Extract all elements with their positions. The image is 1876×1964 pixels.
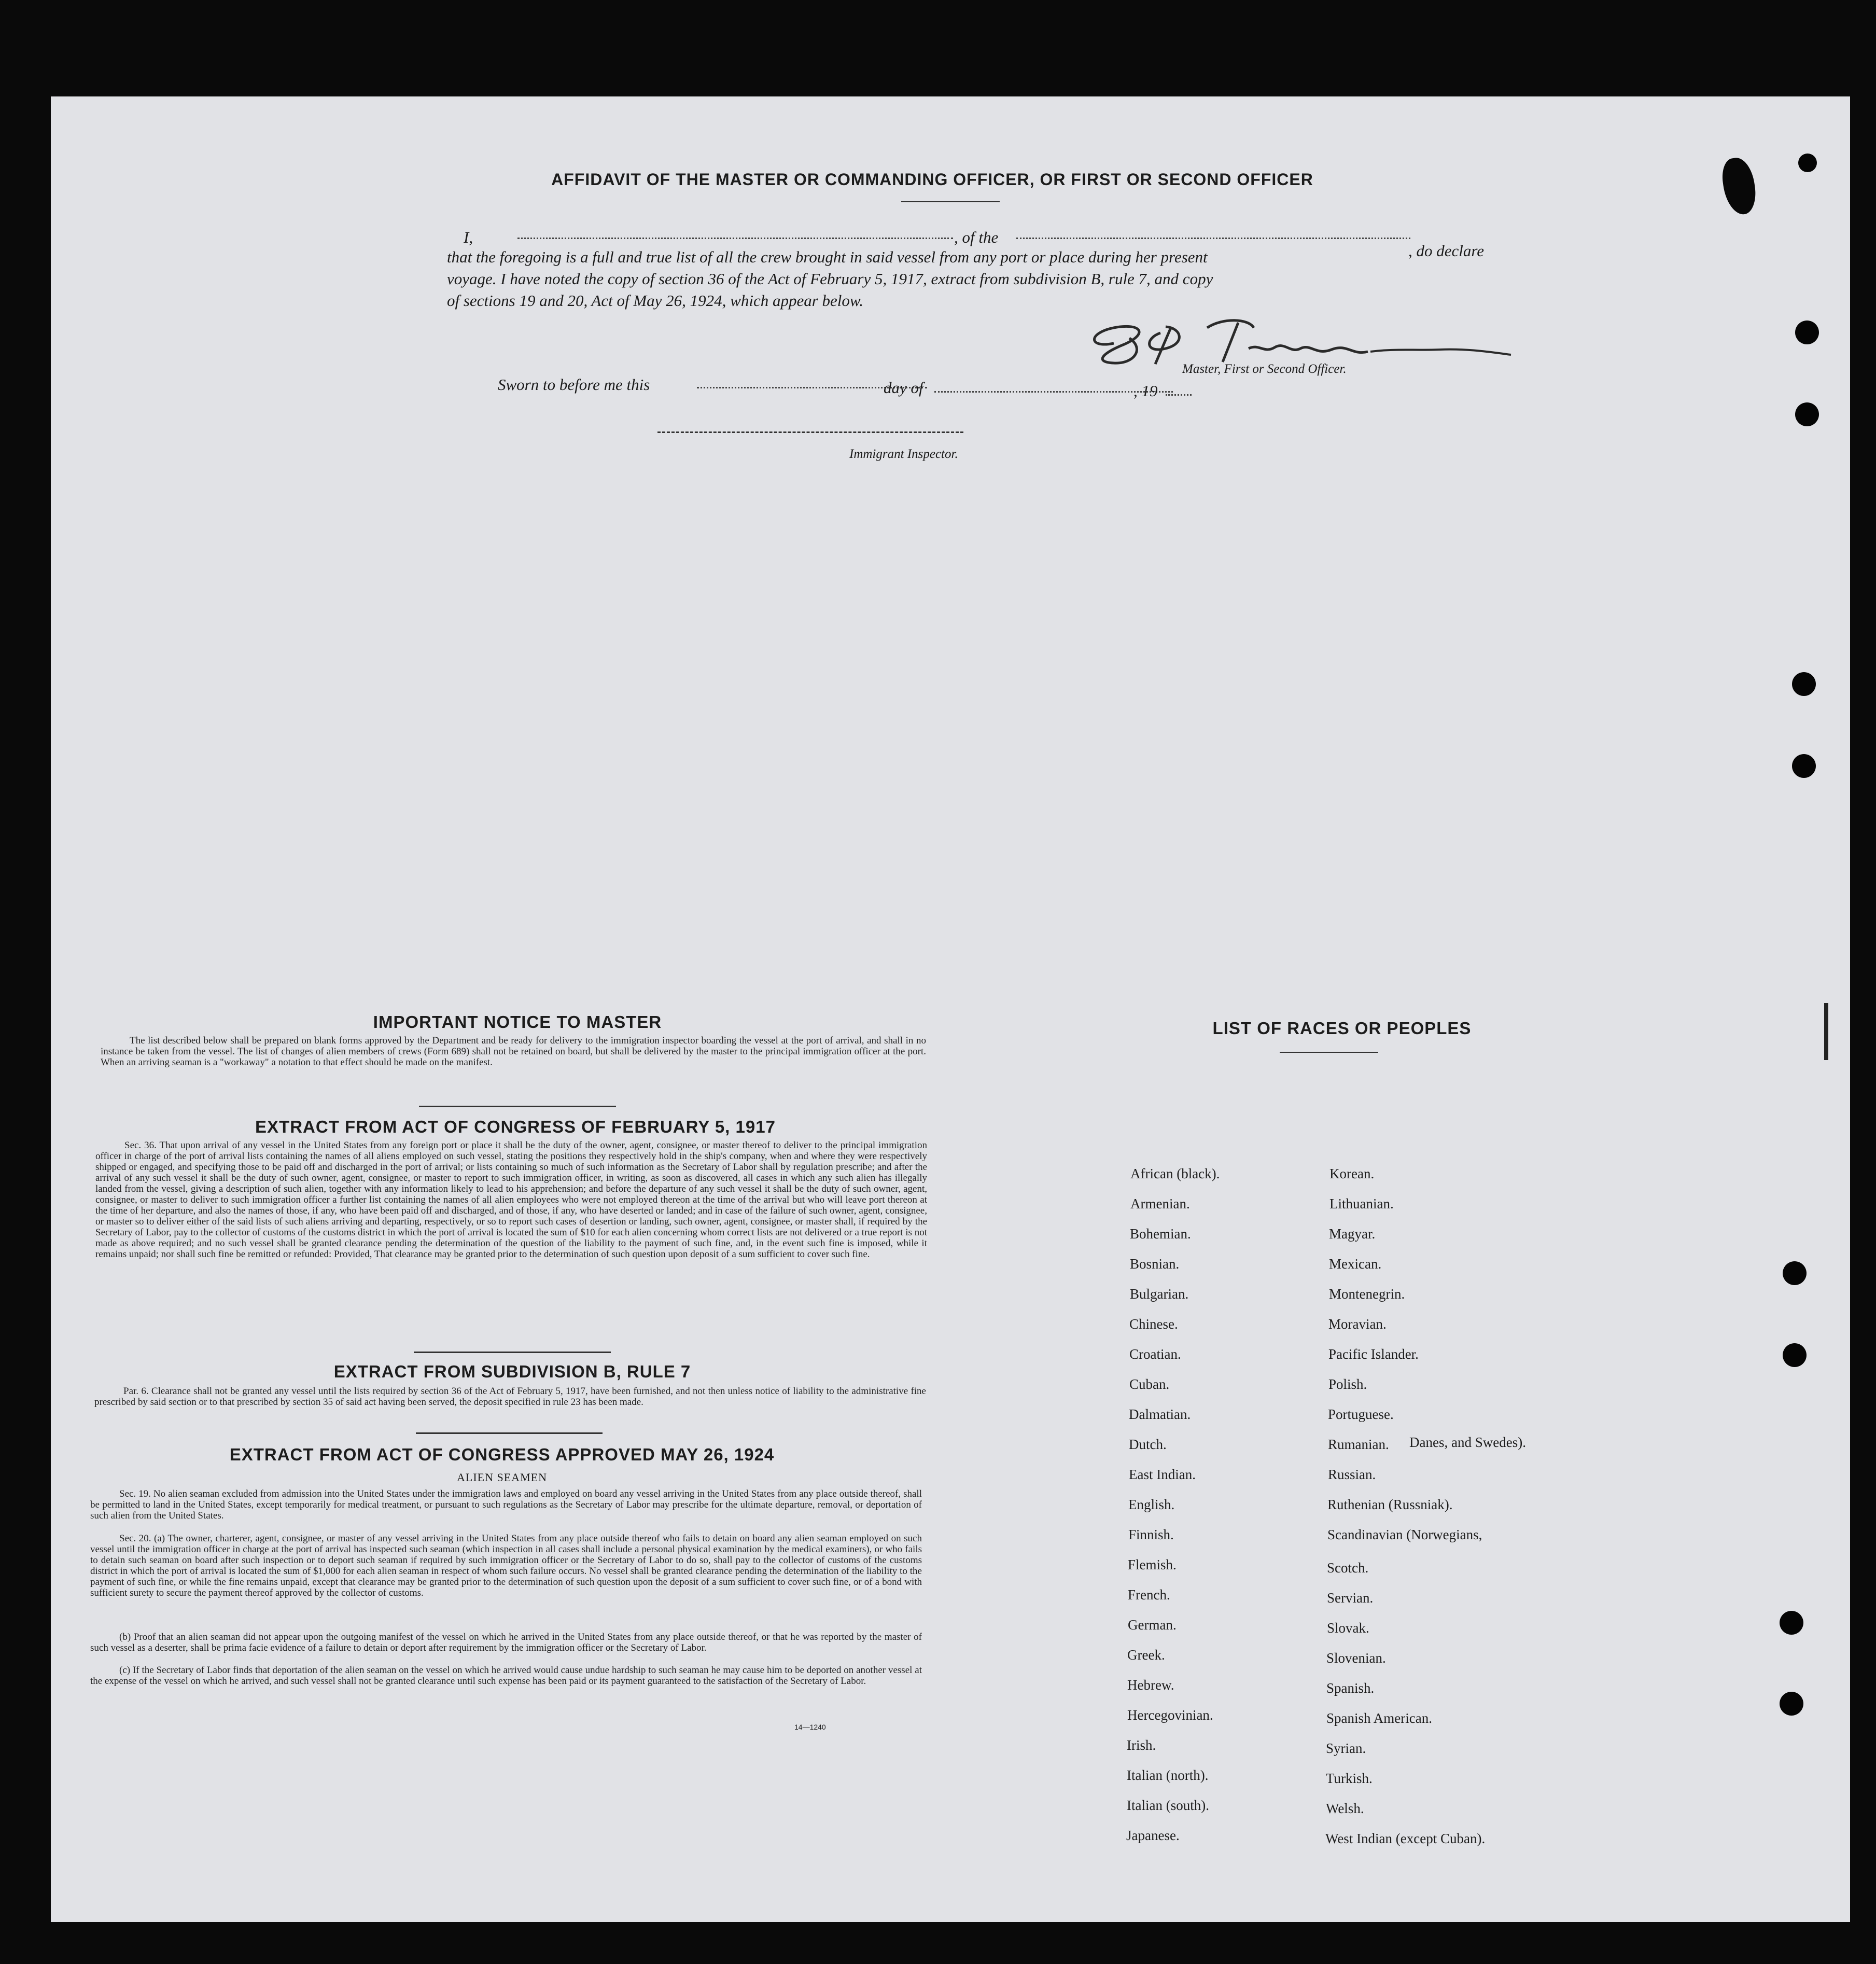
race-right-21: Welsh. xyxy=(1326,1801,1364,1816)
race-right-14: Servian. xyxy=(1327,1590,1374,1606)
race-right-22: West Indian (except Cuban). xyxy=(1325,1831,1486,1846)
form-sheet xyxy=(51,96,1850,1922)
race-left-12: Finnish. xyxy=(1128,1527,1174,1542)
affidavit-line-3: voyage. I have noted the copy of section 36 of the Act of February 5, 1917, extract from subdivision B, rule 7, and copy xyxy=(447,270,1213,288)
race-right-20: Turkish. xyxy=(1326,1771,1373,1786)
binder-hole xyxy=(1783,1343,1807,1367)
race-left-20: Italian (north). xyxy=(1127,1767,1209,1783)
race-left-16: Greek. xyxy=(1127,1647,1165,1663)
race-right-6: Pacific Islander. xyxy=(1328,1346,1419,1362)
affidavit-line-4: of sections 19 and 20, Act of May 26, 1924, which appear below. xyxy=(447,291,864,310)
race-left-17: Hebrew. xyxy=(1127,1677,1174,1693)
race-right-16: Slovenian. xyxy=(1326,1650,1386,1666)
race-right-7: Polish. xyxy=(1328,1376,1367,1392)
race-left-7: Cuban. xyxy=(1129,1376,1170,1392)
race-scandinavian-continued: Danes, and Swedes). xyxy=(1409,1434,1526,1450)
races-title: LIST OF RACES OR PEOPLES xyxy=(1212,1019,1472,1038)
inspector-caption: Immigrant Inspector. xyxy=(849,447,958,461)
race-left-9: Dutch. xyxy=(1129,1437,1167,1452)
race-right-5: Moravian. xyxy=(1328,1316,1387,1332)
binder-hole xyxy=(1798,154,1817,172)
race-right-15: Slovak. xyxy=(1327,1620,1369,1636)
extract-1924-subtitle: ALIEN SEAMEN xyxy=(457,1471,547,1484)
extract-1917-body: Sec. 36. That upon arrival of any vessel in the United States from any foreign port or place it shall be the duty of the owner, agent, consignee, or master thereof to deliver to the principal immigration officer in charge of the port of arrival lists containing the names of all aliens employed on such vessel, stating the positions they respectively hold in the ship's company, when and where they were respectively shipped or engaged, and specifying those to be paid off and discharged in the port of arrival; or lists containing so much of such information as the Secretary of Labor shall by regulation prescribe; and after the arrival of any such vessel it shall be the duty of such owner, agent, consignee, or master to report to such immigration officer, in writing, as soon as discovered, all cases in which any such alien has illegally landed from the vessel, giving a description of such alien, together with any information likely to lead to his apprehension; and before the departure of any such vessel it shall be the duty of such owner, agent, consignee, or master to deliver to such immigration officer a further list containing the names of all alien employees who were not employed thereon at the time of the arrival but who will leave port thereon at the time of her departure, and also the names of those, if any, who have been paid off and discharged, and of those, if any, who have deserted or landed; and in case of the failure of such owner, agent, consignee, or master so to deliver either of the said lists of such aliens arriving and departing, respectively, or so to report such cases of desertion or landing, such owner, agent, consignee, or master shall, if required by the Secretary of Labor, pay to the collector of customs of the customs district in which the port of arrival is located the sum of $10 for each alien concerning whom correct lists are not delivered or a true report is not made as above required; and no such vessel shall be granted clearance pending the determination of the question of the liability to the payment of such fine, and, in the event such fine is imposed, while it remains unpaid; nor shall such fine be remitted or refunded: Provided, That clearance may be granted prior to the determination of such question upon deposit of a sum sufficient to cover such fine. xyxy=(95,1140,927,1260)
race-left-22: Japanese. xyxy=(1126,1828,1180,1843)
race-right-10: Russian. xyxy=(1328,1467,1376,1482)
name-blank[interactable] xyxy=(517,238,953,239)
race-right-11: Ruthenian (Russniak). xyxy=(1327,1497,1453,1512)
binder-hole xyxy=(1792,754,1816,778)
race-right-8: Portuguese. xyxy=(1328,1406,1394,1422)
affidavit-i: I, xyxy=(464,228,473,246)
title-divider xyxy=(901,201,1000,202)
race-left-6: Croatian. xyxy=(1129,1346,1181,1362)
race-left-10: East Indian. xyxy=(1129,1467,1196,1482)
race-left-5: Chinese. xyxy=(1129,1316,1178,1332)
form-number: 14—1240 xyxy=(794,1723,826,1731)
race-left-13: Flemish. xyxy=(1128,1557,1177,1572)
notice-title: IMPORTANT NOTICE TO MASTER xyxy=(373,1012,662,1032)
sec-20a-body: Sec. 20. (a) The owner, charterer, agent, consignee, or master of any vessel arriving in the United States from any place outside thereof who fails to detain on board any alien seaman employed on such vessel until the immigration officer in charge at the port of arrival has inspected such seaman (which inspection in all cases shall include a personal physical examination by the medical examiners), or who fails to detain such seaman on board after such inspection or to deport such seaman if required by such immigration officer or the Secretary of Labor to do so, shall pay to the collector of customs of the customs district in which the port of arrival is located the sum of $1,000 for each alien seaman in respect of whom such failure occurs. No vessel shall be granted clearance pending the determination of the liability to the payment of such fine, or while the fine remains unpaid, except that clearance may be granted prior to the determination of such question upon the deposit of a sum sufficient to cover such fine, or of a bond with sufficient surety to secure the payment thereof approved by the collector of customs. xyxy=(90,1533,922,1598)
race-right-1: Lithuanian. xyxy=(1329,1196,1394,1211)
binder-hole xyxy=(1783,1261,1807,1285)
race-right-0: Korean. xyxy=(1329,1166,1375,1181)
race-right-17: Spanish. xyxy=(1326,1680,1375,1696)
master-caption: Master, First or Second Officer. xyxy=(1182,362,1347,376)
race-left-3: Bosnian. xyxy=(1130,1256,1180,1272)
race-left-15: German. xyxy=(1128,1617,1177,1633)
extract-1917-divider xyxy=(414,1352,611,1353)
binder-hole xyxy=(1795,321,1819,344)
sec-20c-body: (c) If the Secretary of Labor finds that deportation of the alien seaman on the vessel on which he arrived would cause undue hardship to such seaman he may cause him to be deported on another vessel at the expense of the vessel on which he arrived, and such vessel shall not be granted clearance until such expense has been paid or its payment guaranteed to the satisfaction of the Secretary of Labor. xyxy=(90,1665,922,1687)
sec-19-body: Sec. 19. No alien seaman excluded from admission into the United States under the immigration laws and employed on board any vessel arriving in the United States from any place outside thereof, shall be permitted to land in the United States, except temporarily for medical treatment, or pursuant to such regulations as the Secretary of Labor may prescribe for the ultimate departure, removal, or deportation of such alien from the United States. xyxy=(90,1488,922,1521)
race-right-12: Scandinavian (Norwegians, xyxy=(1327,1527,1482,1542)
race-left-1: Armenian. xyxy=(1130,1196,1190,1211)
race-right-3: Mexican. xyxy=(1329,1256,1382,1272)
affidavit-of-the: , of the xyxy=(954,228,999,246)
binder-hole xyxy=(1780,1611,1803,1635)
sworn-year-blank[interactable] xyxy=(1166,394,1192,396)
race-left-18: Hercegovinian. xyxy=(1127,1707,1213,1723)
affidavit-line-2: that the foregoing is a full and true list of all the crew brought in said vessel from any port or place during her present xyxy=(447,248,1208,266)
rule7-body: Par. 6. Clearance shall not be granted any vessel until the lists required by section 36 of the Act of February 5, 1917, have been furnished, and not then unless notice of liability to the administrative fine prescribed by said section or to that prescribed by section 35 of said act having been served, the deposit specified in rule 23 has been made. xyxy=(94,1386,926,1408)
sworn-year: , 19 xyxy=(1133,382,1158,400)
race-left-11: English. xyxy=(1128,1497,1175,1512)
binder-hole xyxy=(1795,402,1819,426)
affidavit-do-declare: , do declare xyxy=(1408,242,1485,260)
race-left-14: French. xyxy=(1128,1587,1170,1603)
extract-1924-title: EXTRACT FROM ACT OF CONGRESS APPROVED MAY 26, 1924 xyxy=(229,1445,775,1464)
race-right-19: Syrian. xyxy=(1326,1740,1366,1756)
affidavit-title: AFFIDAVIT OF THE MASTER OR COMMANDING OFFICER, OR FIRST OR SECOND OFFICER xyxy=(551,170,1313,189)
race-left-8: Dalmatian. xyxy=(1129,1406,1191,1422)
sec-20b-body: (b) Proof that an alien seaman did not appear upon the outgoing manifest of the vessel on which he arrived in the United States from any place outside thereof, or that he was reported by the master of such vessel as a deserter, shall be prima facie evidence of a failure to detain or deport after requirement by the immigration officer or the Secretary of Labor. xyxy=(90,1632,922,1653)
race-right-18: Spanish American. xyxy=(1326,1710,1432,1726)
notice-body: The list described below shall be prepared on blank forms approved by the Department and be ready for delivery to the immigration inspector boarding the vessel at the port of arrival, and shall in no instance be taken from the vessel. The list of changes of alien members of crews (Form 689) shall not be retained on board, but shall be delivered by the master to the principal immigration officer at the port. When an arriving seaman is a "workaway" a notation to that effect should be made on the manifest. xyxy=(101,1035,926,1068)
sworn-day-of: day of xyxy=(884,379,923,397)
race-left-2: Bohemian. xyxy=(1130,1226,1191,1242)
sworn-text: Sworn to before me this xyxy=(498,375,650,394)
vessel-blank[interactable] xyxy=(1016,238,1410,239)
race-left-4: Bulgarian. xyxy=(1130,1286,1189,1302)
binder-hole xyxy=(1780,1692,1803,1716)
extract-1917-title: EXTRACT FROM ACT OF CONGRESS OF FEBRUARY 5, 1917 xyxy=(255,1117,776,1136)
inspector-signature-line[interactable] xyxy=(657,431,963,433)
binder-hole xyxy=(1792,672,1816,696)
scan-mark xyxy=(1720,156,1759,216)
rule7-title: EXTRACT FROM SUBDIVISION B, RULE 7 xyxy=(333,1362,691,1381)
race-left-19: Irish. xyxy=(1127,1737,1156,1753)
rule7-divider xyxy=(416,1432,603,1434)
race-left-21: Italian (south). xyxy=(1127,1798,1209,1813)
race-left-0: African (black). xyxy=(1130,1166,1220,1181)
scan-mark-edge xyxy=(1824,1003,1828,1060)
race-right-2: Magyar. xyxy=(1329,1226,1376,1242)
race-right-9: Rumanian. xyxy=(1328,1437,1389,1452)
races-divider xyxy=(1280,1052,1378,1053)
race-right-4: Montenegrin. xyxy=(1329,1286,1405,1302)
notice-divider xyxy=(419,1106,616,1107)
race-right-13: Scotch. xyxy=(1327,1560,1369,1576)
